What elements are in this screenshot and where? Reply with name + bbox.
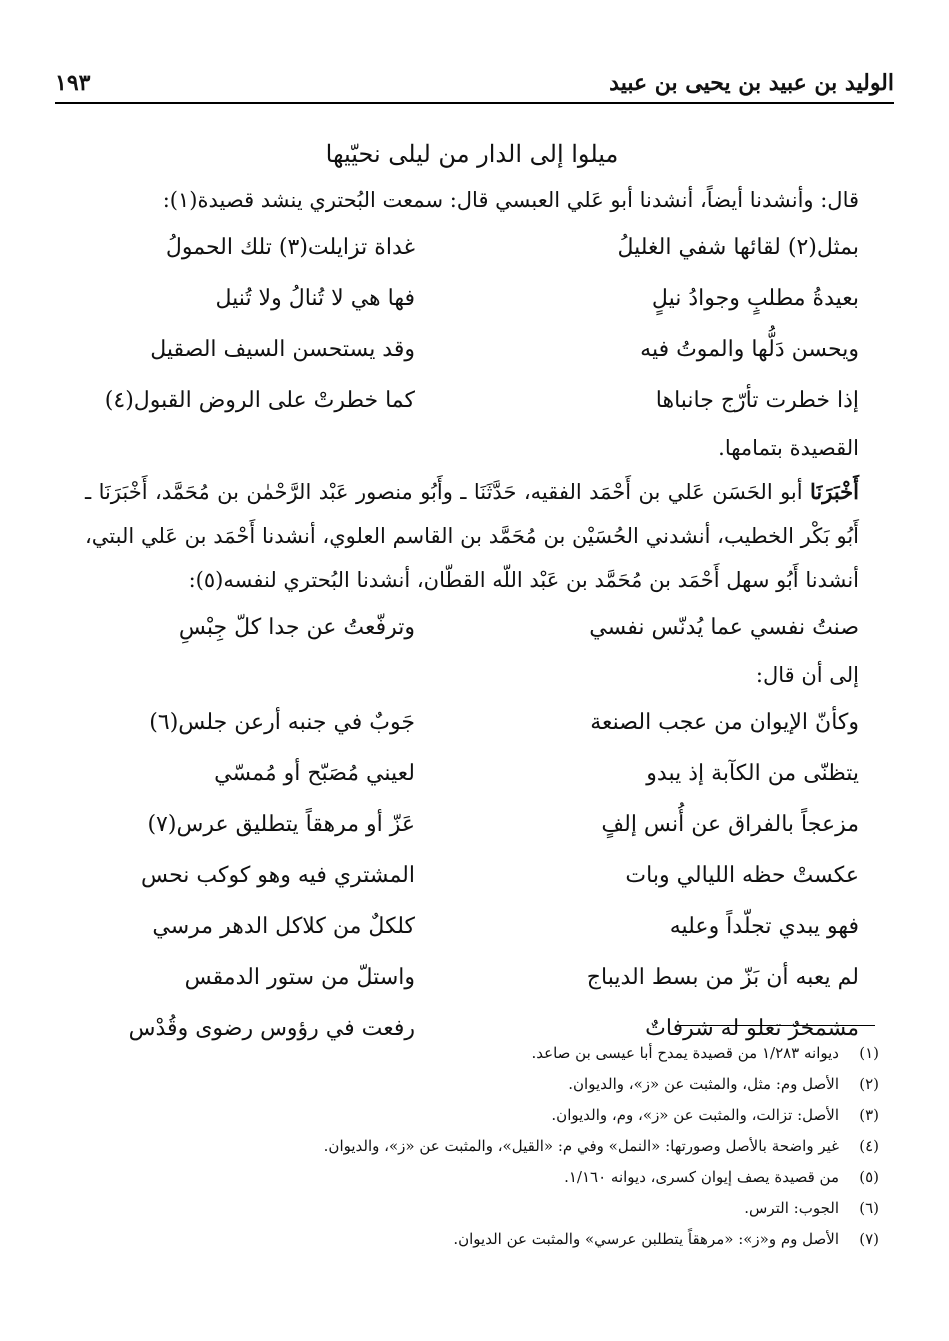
hemistich-2: فها هي لا تُنالُ ولا تُنيل (215, 286, 415, 311)
hemistich-1: عكستْ حظه الليالي وبات (625, 863, 859, 888)
verse-title: ميلوا إلى الدار من ليلى نحيّيها (325, 140, 619, 168)
verse-line (85, 697, 859, 748)
verse-line (85, 952, 859, 1003)
hemistich-2: غداة تزايلت(٣) تلك الحمولُ (165, 235, 415, 260)
isnad-paragraph (85, 470, 859, 602)
footnote (140, 1100, 879, 1131)
verse-line (85, 273, 859, 324)
footnote-number: (١) (859, 1044, 879, 1062)
hemistich-1: يتظنّى من الكآبة إذ يبدو (646, 761, 859, 786)
footnotes (140, 1038, 879, 1255)
hemistich-1: صنتُ نفسي عما يُدنّس نفسي (589, 615, 859, 640)
footnote-text: الأصل: تزالت، والمثبت عن «ز»، وم، والديوان. (551, 1106, 839, 1124)
poem-2 (85, 697, 859, 1054)
footnote-number: (٤) (859, 1137, 879, 1155)
ila-an-qal: إلى أن قال: (755, 663, 859, 687)
footnote (140, 1162, 879, 1193)
hemistich-2: كلكلٌ من كلاكل الدهر مرسي (152, 914, 415, 939)
verse-line (85, 901, 859, 952)
poem-1-note: القصيدة بتمامها. (718, 436, 859, 460)
hemistich-1: فهو يبدي تجلّداً وعليه (669, 914, 859, 939)
hemistich-2: كما خطرتْ على الروض القبول(٤) (104, 388, 415, 413)
hemistich-1: إذا خطرت تأرّج جانباها (655, 388, 859, 413)
hemistich-1: بمثل(٢) لقائها شفي الغليلُ (617, 235, 859, 260)
intro-paragraph: قال: وأنشدنا أيضاً، أنشدنا أبو عَلي العبسي قال: سمعت البُحتري ينشد قصيدة(١): (162, 188, 859, 212)
footnote-number: (٦) (859, 1199, 879, 1217)
page-number: ١٩٣ (55, 70, 91, 96)
footnote-text: غير واضحة بالأصل وصورتها: «النمل» وفي م: «القيل»، والمثبت عن «ز»، والديوان. (323, 1137, 839, 1155)
running-title: الوليد بن عبيد بن يحيى بن عبيد (609, 70, 894, 96)
hemistich-2: رفعت في رؤوس رضوى وقُدْس (128, 1016, 415, 1041)
hemistich-2: وقد يستحسن السيف الصقيل (150, 337, 415, 362)
hemistich-1: ويحسن دَلُّها والموتُ فيه (640, 337, 859, 362)
hemistich-2: وترفّعتُ عن جدا كلّ جِبْسِ (178, 615, 415, 640)
footnote-text: الأصل وم و«ز»: «مرهقاً يتطلبن عرسي» والمثبت عن الديوان. (453, 1230, 839, 1248)
footnote-number: (٥) (859, 1168, 879, 1186)
hemistich-2: عَزّ أو مرهقاً يتطليق عرس(٧) (147, 812, 415, 837)
verse-line (85, 222, 859, 273)
isnad-lead: أَخْبَرَنَا (810, 479, 859, 504)
hemistich-1: وكأنّ الإيوان من عجب الصنعة (590, 710, 859, 735)
hemistich-1: بعيدةُ مطلبٍ وجوادُ نيلٍ (651, 286, 859, 311)
running-header (55, 62, 894, 104)
poem-1 (85, 222, 859, 426)
footnote (140, 1193, 879, 1224)
footnote (140, 1224, 879, 1255)
verse-line (85, 602, 859, 653)
footnote-number: (٢) (859, 1075, 879, 1093)
verse-line (85, 799, 859, 850)
footnote-text: الأصل وم: مثل، والمثبت عن «ز»، والديوان. (568, 1075, 839, 1093)
hemistich-1: مشمخرٌ تعلو له شرفاتٌ (645, 1016, 859, 1041)
hemistich-1: لم يعبه أن بَزّ من بسط الديباج (586, 965, 859, 990)
verse-line (85, 850, 859, 901)
hemistich-2: لعيني مُصَبّح أو مُمسّي (214, 761, 415, 786)
verse-line (85, 375, 859, 426)
verse-line (85, 748, 859, 799)
hemistich-2: المشتري فيه وهو كوكب نحس (141, 863, 415, 888)
hemistich-2: واستلّ من ستور الدمقس (184, 965, 415, 990)
verse-line (85, 324, 859, 375)
footnote-divider (680, 1025, 875, 1026)
hemistich-1: مزعجاً بالفراق عن أُنس إلفٍ (601, 812, 859, 837)
isnad-text: أبو الحَسَن عَلي بن أَحْمَد الفقيه، حَدَّثَنَا ـ وأَبُو منصور عَبْد الرَّحْمٰن بن مُحَمَّد، أَخْبَرَنَا ـ أَبُو بَكْر الخطيب، أنشدني الحُسَيْن بن مُحَمَّد بن القاسم العلوي، أنشدنا أَحْمَد بن عَلي البتي، أنشدنا أَبُو سهل أَحْمَد بن مُحَمَّد بن عَبْد اللّه القطّان، أنشدنا البُحتري لنفسه(٥): (85, 480, 859, 592)
hemistich-2: جَوبٌ في جنبه أرعن جلس(٦) (149, 710, 415, 735)
footnote (140, 1038, 879, 1069)
footnote-text: من قصيدة يصف إيوان كسرى، ديوانه ١/١٦٠. (564, 1168, 839, 1186)
footnote-number: (٧) (859, 1230, 879, 1248)
footnote (140, 1069, 879, 1100)
main-text (85, 140, 859, 1054)
footnote-number: (٣) (859, 1106, 879, 1124)
footnote-text: ديوانه ١/٢٨٣ من قصيدة يمدح أبا عيسى بن صاعد. (531, 1044, 839, 1062)
footnote-text: الجوب: الترس. (744, 1199, 839, 1217)
footnote (140, 1131, 879, 1162)
